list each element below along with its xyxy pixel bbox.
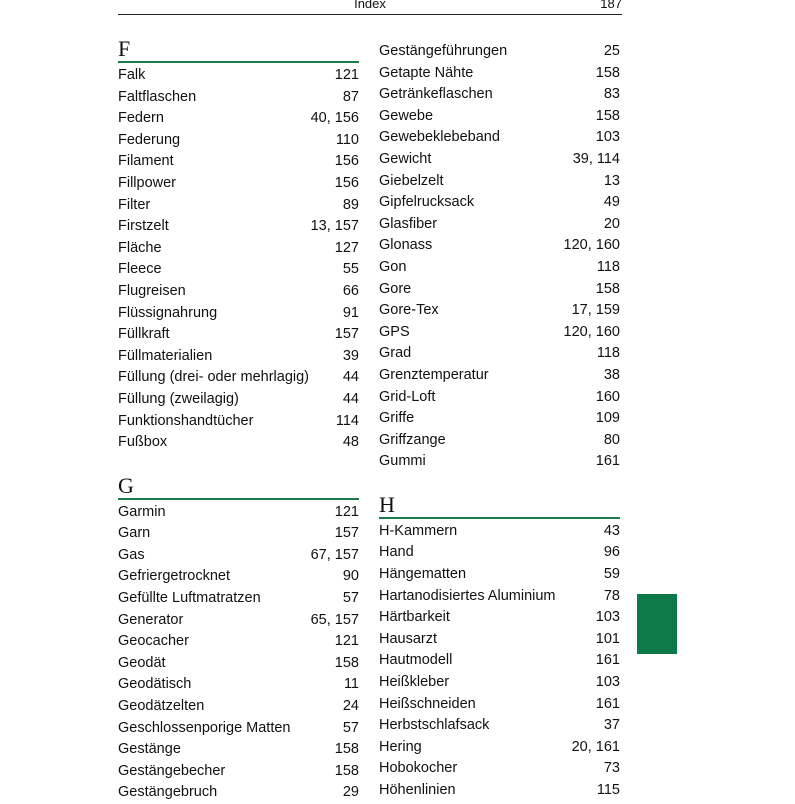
index-entry bbox=[379, 300, 620, 322]
index-entry bbox=[118, 389, 359, 411]
index-page-numbers: 103 bbox=[595, 129, 620, 146]
index-page-numbers: 103 bbox=[595, 609, 620, 626]
index-term: Fleece bbox=[118, 261, 162, 278]
index-page-numbers: 118 bbox=[596, 345, 620, 362]
index-entry bbox=[379, 694, 620, 716]
index-entry bbox=[118, 432, 359, 454]
index-page-numbers: 161 bbox=[595, 695, 620, 712]
index-page-numbers: 121 bbox=[334, 503, 359, 520]
index-page-numbers: 73 bbox=[603, 760, 620, 777]
index-term: Falk bbox=[118, 67, 146, 83]
index-page-numbers: 158 bbox=[334, 762, 359, 779]
index-term: Gestängebecher bbox=[118, 762, 226, 779]
index-entry bbox=[379, 672, 620, 694]
index-term: Getränkeflaschen bbox=[379, 86, 493, 103]
index-page-numbers: 96 bbox=[603, 544, 620, 561]
index-entry bbox=[118, 324, 359, 346]
index-entry bbox=[118, 653, 359, 675]
index-page-numbers: 157 bbox=[334, 525, 359, 542]
index-term: Firstzelt bbox=[118, 218, 169, 235]
running-header bbox=[118, 0, 622, 15]
index-entry bbox=[118, 566, 359, 588]
index-page-numbers: 66 bbox=[342, 282, 359, 299]
index-page-numbers: 115 bbox=[596, 782, 620, 798]
section-letter-heading: H bbox=[379, 494, 620, 519]
index-entry bbox=[379, 629, 620, 651]
index-page-numbers: 20, 161 bbox=[571, 738, 620, 755]
index-entry bbox=[118, 739, 359, 761]
index-page-numbers: 17, 159 bbox=[571, 302, 620, 319]
index-column-left bbox=[118, 38, 359, 804]
index-page-numbers: 44 bbox=[342, 369, 359, 386]
index-page-numbers: 109 bbox=[595, 410, 620, 427]
section-letter-heading: G bbox=[118, 475, 359, 500]
index-term: Höhenlinien bbox=[379, 782, 456, 798]
index-page-numbers: 83 bbox=[603, 86, 620, 103]
index-page-numbers: 161 bbox=[595, 453, 620, 470]
index-page-numbers: 48 bbox=[342, 434, 359, 451]
index-page-numbers: 67, 157 bbox=[310, 546, 359, 563]
index-page-numbers: 91 bbox=[342, 304, 359, 321]
index-entry bbox=[118, 631, 359, 653]
index-term: Flüssignahrung bbox=[118, 304, 218, 321]
index-term: Geschlossenporige Matten bbox=[118, 719, 291, 736]
index-entry bbox=[379, 430, 620, 452]
index-entry bbox=[379, 192, 620, 214]
index-term: Füllkraft bbox=[118, 326, 170, 343]
index-term: Fläche bbox=[118, 239, 162, 256]
index-entry bbox=[379, 279, 620, 301]
index-term: Hausarzt bbox=[379, 630, 438, 647]
index-term: Faltflaschen bbox=[118, 88, 197, 105]
index-term: Gestängeführungen bbox=[379, 43, 508, 59]
index-term: Heißschneiden bbox=[379, 695, 476, 712]
index-term: Geodät bbox=[118, 654, 166, 671]
index-page-numbers: 89 bbox=[342, 196, 359, 213]
index-page-numbers: 40, 156 bbox=[310, 110, 359, 127]
index-entry bbox=[118, 782, 359, 804]
index-entry bbox=[379, 758, 620, 780]
index-page-numbers: 38 bbox=[603, 366, 620, 383]
index-page-numbers: 158 bbox=[595, 107, 620, 124]
index-entry bbox=[379, 737, 620, 759]
index-term: Hartanodisiertes Aluminium bbox=[379, 587, 556, 604]
index-term: Griffe bbox=[379, 410, 415, 427]
index-entry bbox=[379, 84, 620, 106]
index-page-numbers: 13 bbox=[603, 172, 620, 189]
index-term: GPS bbox=[379, 323, 410, 340]
index-entry bbox=[379, 214, 620, 236]
index-term: Härtbarkeit bbox=[379, 609, 450, 626]
page-number: 187 bbox=[600, 0, 622, 11]
index-page-numbers: 156 bbox=[334, 174, 359, 191]
index-page-numbers: 101 bbox=[595, 630, 620, 647]
index-page-numbers: 114 bbox=[335, 412, 359, 429]
index-entry bbox=[118, 65, 359, 87]
index-entry bbox=[379, 586, 620, 608]
index-page-numbers: 20 bbox=[603, 215, 620, 232]
index-page-numbers: 57 bbox=[342, 590, 359, 607]
index-term: Gefriergetrocknet bbox=[118, 568, 231, 585]
section-letter-heading: F bbox=[118, 38, 359, 63]
index-entry bbox=[118, 610, 359, 632]
index-term: Heißkleber bbox=[379, 674, 450, 691]
index-page-numbers: 29 bbox=[342, 784, 359, 801]
index-page-numbers: 121 bbox=[334, 633, 359, 650]
index-entry bbox=[118, 259, 359, 281]
index-term: Hängematten bbox=[379, 566, 467, 583]
index-page-numbers: 90 bbox=[342, 568, 359, 585]
chapter-thumb-tab bbox=[637, 594, 677, 654]
index-entry bbox=[118, 195, 359, 217]
index-term: Gewicht bbox=[379, 150, 432, 167]
index-entry bbox=[379, 235, 620, 257]
index-entry bbox=[118, 588, 359, 610]
index-term: Gefüllte Luftmatratzen bbox=[118, 590, 261, 607]
index-term: Gummi bbox=[379, 453, 426, 470]
index-page-numbers: 158 bbox=[595, 280, 620, 297]
index-term: Geodätisch bbox=[118, 676, 192, 693]
index-term: Grid-Loft bbox=[379, 388, 436, 405]
index-column-right bbox=[379, 41, 620, 802]
index-page-numbers: 37 bbox=[603, 717, 620, 734]
index-term: Hautmodell bbox=[379, 652, 453, 669]
index-entry bbox=[118, 761, 359, 783]
index-term: Gore-Tex bbox=[379, 302, 439, 319]
index-page-numbers: 55 bbox=[342, 261, 359, 278]
index-entry bbox=[118, 346, 359, 368]
index-page-numbers: 121 bbox=[334, 67, 359, 83]
index-page-numbers: 44 bbox=[342, 390, 359, 407]
index-page-numbers: 25 bbox=[603, 43, 620, 59]
index-term: Füllung (drei- oder mehrlagig) bbox=[118, 369, 309, 386]
index-page-numbers: 160 bbox=[595, 388, 620, 405]
index-term: Federung bbox=[118, 131, 181, 148]
index-term: Füllung (zweilagig) bbox=[118, 390, 239, 407]
index-page-numbers: 65, 157 bbox=[310, 611, 359, 628]
index-page-numbers: 13, 157 bbox=[310, 218, 359, 235]
index-term: Geodätzelten bbox=[118, 698, 205, 715]
index-page-numbers: 24 bbox=[342, 698, 359, 715]
index-entry bbox=[379, 127, 620, 149]
index-entry bbox=[379, 149, 620, 171]
index-page-numbers: 161 bbox=[595, 652, 620, 669]
index-term: Hobokocher bbox=[379, 760, 458, 777]
index-entry bbox=[118, 238, 359, 260]
index-page-numbers: 157 bbox=[334, 326, 359, 343]
index-entry bbox=[118, 281, 359, 303]
index-page-numbers: 120, 160 bbox=[563, 237, 620, 254]
index-term: Federn bbox=[118, 110, 164, 127]
index-page-numbers: 80 bbox=[603, 431, 620, 448]
index-entry bbox=[118, 674, 359, 696]
index-term: Grenztemperatur bbox=[379, 366, 489, 383]
index-term: Gestänge bbox=[118, 741, 181, 758]
index-entry bbox=[379, 257, 620, 279]
index-term: Hering bbox=[379, 738, 422, 755]
index-page-numbers: 127 bbox=[334, 239, 359, 256]
index-term: Glasfiber bbox=[379, 215, 438, 232]
index-entry bbox=[379, 451, 620, 473]
index-term: Fußbox bbox=[118, 434, 168, 451]
index-entry bbox=[118, 303, 359, 325]
index-entry bbox=[379, 607, 620, 629]
index-page-numbers: 78 bbox=[603, 587, 620, 604]
index-entry bbox=[118, 545, 359, 567]
index-page-numbers: 158 bbox=[334, 741, 359, 758]
index-entry bbox=[118, 411, 359, 433]
index-term: Herbstschlafsack bbox=[379, 717, 490, 734]
index-term: Filter bbox=[118, 196, 151, 213]
index-page-numbers: 118 bbox=[596, 258, 620, 275]
index-term: Gon bbox=[379, 258, 407, 275]
index-entry bbox=[118, 173, 359, 195]
index-entry bbox=[118, 130, 359, 152]
index-entry bbox=[379, 171, 620, 193]
index-entry bbox=[118, 216, 359, 238]
index-entry bbox=[118, 718, 359, 740]
index-page-numbers: 120, 160 bbox=[563, 323, 620, 340]
index-page-numbers: 39 bbox=[342, 347, 359, 364]
index-term: Giebelzelt bbox=[379, 172, 444, 189]
index-term: Geocacher bbox=[118, 633, 189, 650]
index-term: Grad bbox=[379, 345, 412, 362]
index-entry bbox=[118, 108, 359, 130]
index-term: Generator bbox=[118, 611, 184, 628]
index-term: Glonass bbox=[379, 237, 433, 254]
index-page-numbers: 39, 114 bbox=[572, 150, 620, 167]
index-term: Garmin bbox=[118, 503, 166, 520]
index-entry bbox=[379, 106, 620, 128]
index-entry bbox=[379, 564, 620, 586]
index-term: Filament bbox=[118, 153, 174, 170]
index-entry bbox=[118, 151, 359, 173]
index-page-numbers: 59 bbox=[603, 566, 620, 583]
index-term: Gipfelrucksack bbox=[379, 194, 475, 211]
index-page-numbers: 158 bbox=[334, 654, 359, 671]
index-entry bbox=[118, 502, 359, 524]
index-entry bbox=[379, 542, 620, 564]
index-entry bbox=[379, 63, 620, 85]
index-entry bbox=[118, 87, 359, 109]
index-entry bbox=[379, 387, 620, 409]
index-term: Garn bbox=[118, 525, 151, 542]
index-page-numbers: 103 bbox=[595, 674, 620, 691]
index-page-numbers: 43 bbox=[603, 522, 620, 539]
index-page-numbers: 110 bbox=[335, 131, 359, 148]
index-term: Gas bbox=[118, 546, 145, 563]
index-term: Getapte Nähte bbox=[379, 64, 474, 81]
index-page-numbers: 57 bbox=[342, 719, 359, 736]
index-entry bbox=[379, 408, 620, 430]
index-entry bbox=[379, 780, 620, 802]
header-title: Index bbox=[354, 0, 386, 11]
index-entry bbox=[379, 715, 620, 737]
index-term: Hand bbox=[379, 544, 414, 561]
index-page-numbers: 87 bbox=[342, 88, 359, 105]
index-term: Flugreisen bbox=[118, 282, 186, 299]
index-term: Gewebeklebeband bbox=[379, 129, 500, 146]
index-entry bbox=[379, 41, 620, 63]
index-entry bbox=[379, 343, 620, 365]
index-term: Fillpower bbox=[118, 174, 177, 191]
index-entry bbox=[118, 696, 359, 718]
index-term: Gestängebruch bbox=[118, 784, 218, 801]
index-page-numbers: 156 bbox=[334, 153, 359, 170]
index-page-numbers: 11 bbox=[343, 676, 359, 693]
index-entry bbox=[118, 367, 359, 389]
index-entry bbox=[379, 650, 620, 672]
index-entry bbox=[379, 365, 620, 387]
index-entry bbox=[379, 521, 620, 543]
index-term: Griffzange bbox=[379, 431, 446, 448]
index-term: Füllmaterialien bbox=[118, 347, 213, 364]
index-page-numbers: 49 bbox=[603, 194, 620, 211]
index-entry bbox=[118, 523, 359, 545]
index-term: Gewebe bbox=[379, 107, 434, 124]
index-entry bbox=[379, 322, 620, 344]
index-term: Funktionshandtücher bbox=[118, 412, 254, 429]
index-term: Gore bbox=[379, 280, 412, 297]
index-page-numbers: 158 bbox=[595, 64, 620, 81]
index-term: H-Kammern bbox=[379, 522, 458, 539]
